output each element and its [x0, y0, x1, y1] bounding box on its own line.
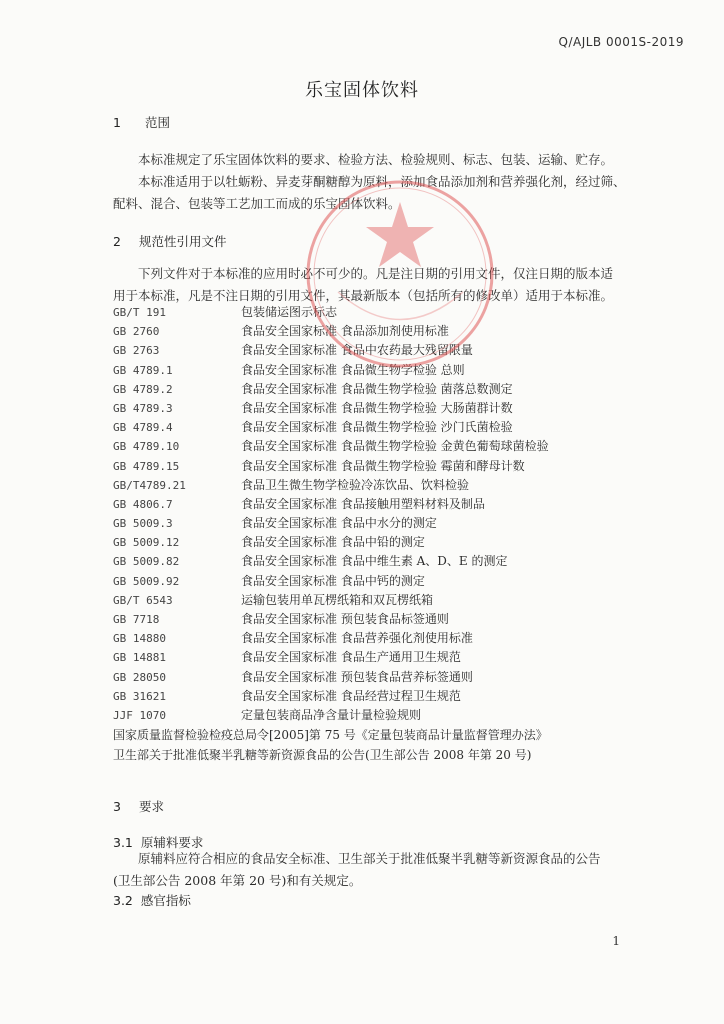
- reference-title: 食品安全国家标准 食品微生物学检验 菌落总数测定: [241, 381, 513, 396]
- reference-row: [113, 476, 633, 495]
- reference-title: 食品安全国家标准 食品添加剂使用标准: [241, 324, 449, 339]
- reference-title: 食品卫生微生物学检验冷冻饮品、饮料检验: [241, 477, 470, 492]
- reference-title: 食品安全国家标准 食品生产通用卫生规范: [241, 650, 461, 665]
- reference-extra-line: 国家质量监督检验检疫总局令[2005]第 75 号《定量包装商品计量监督管理办法》: [113, 728, 548, 743]
- reference-code: GB 5009.92: [113, 574, 180, 588]
- reference-title: 食品安全国家标准 预包装食品营养标签通则: [241, 669, 473, 684]
- reference-row: [113, 572, 633, 591]
- section-number: 3.1: [113, 835, 133, 850]
- section-title: 原辅料要求: [140, 835, 204, 850]
- reference-code: GB 14881: [113, 651, 166, 665]
- reference-title: 食品安全国家标准 食品微生物学检验 沙门氏菌检验: [241, 420, 513, 435]
- reference-code: GB 4789.1: [113, 363, 173, 377]
- reference-title: 食品安全国家标准 食品经营过程卫生规范: [241, 688, 461, 703]
- reference-title: 食品安全国家标准 食品营养强化剂使用标准: [241, 631, 473, 646]
- reference-row: [113, 437, 633, 456]
- reference-title: 运输包装用单瓦楞纸箱和双瓦楞纸箱: [241, 592, 434, 607]
- document-title: 乐宝固体饮料: [305, 80, 419, 101]
- reference-code: GB 4789.10: [113, 440, 180, 454]
- reference-title: 包装储运图示标志: [241, 305, 338, 319]
- page-number: 1: [612, 934, 620, 948]
- reference-title: 食品安全国家标准 预包装食品标签通则: [241, 612, 449, 626]
- reference-code: GB 7718: [113, 613, 160, 626]
- reference-intro-paragraph: [113, 263, 625, 307]
- raw-material-line: 原辅料应符合相应的食品安全标准、卫生部关于批准低聚半乳糖等新资源食品的公告: [138, 851, 601, 866]
- reference-title: 食品安全国家标准 食品中铅的测定: [241, 535, 425, 550]
- reference-row: [113, 687, 633, 706]
- reference-title: 定量包装商品净含量计量检验规则: [241, 707, 422, 722]
- reference-code: JJF 1070: [113, 708, 166, 722]
- reference-row: [113, 495, 633, 514]
- intro-line: 用于本标准，凡是不注日期的引用文件，其最新版本（包括所有的修改单）适用于本标准。: [113, 288, 614, 303]
- reference-code: GB 28050: [113, 670, 166, 684]
- section-number: 1: [113, 115, 121, 130]
- reference-code: GB 4806.7: [113, 497, 173, 511]
- reference-row: [113, 629, 633, 648]
- reference-row: [113, 418, 633, 437]
- reference-title: 食品安全国家标准 食品接触用塑料材料及制品: [241, 496, 485, 511]
- scope-line: 本标准规定了乐宝固体饮料的要求、检验方法、检验规则、标志、包装、运输、贮存。: [138, 152, 614, 167]
- reference-code: GB 5009.82: [113, 555, 180, 569]
- reference-code: GB 4789.15: [113, 459, 180, 473]
- reference-code: GB 5009.12: [113, 536, 180, 550]
- reference-code: GB 2760: [113, 325, 160, 339]
- reference-row: [113, 552, 633, 571]
- reference-row: [113, 399, 633, 418]
- reference-row: [113, 706, 633, 725]
- reference-code: GB 4789.2: [113, 382, 173, 396]
- reference-code: GB 4789.4: [113, 421, 173, 435]
- section-title: 感官指标: [140, 893, 191, 908]
- reference-code: GB 2763: [113, 344, 160, 358]
- section-title: 要求: [138, 799, 164, 814]
- reference-row: [113, 668, 633, 687]
- reference-title: 食品安全国家标准 食品微生物学检验 金黄色葡萄球菌检验: [241, 439, 549, 454]
- section-title: 规范性引用文件: [138, 234, 227, 249]
- reference-title: 食品安全国家标准 食品微生物学检验 大肠菌群计数: [241, 400, 513, 415]
- reference-row: [113, 303, 633, 322]
- reference-title: 食品安全国家标准 食品中维生素 A、D、E 的测定: [241, 554, 508, 569]
- raw-material-line: (卫生部公告 2008 年第 20 号)和有关规定。: [113, 873, 362, 888]
- scope-paragraph: [113, 149, 625, 215]
- reference-row: [113, 361, 633, 380]
- reference-code: GB 5009.3: [113, 517, 173, 531]
- reference-row: [113, 591, 633, 610]
- reference-code: GB 14880: [113, 632, 166, 646]
- reference-code: GB 31621: [113, 689, 166, 703]
- reference-row: [113, 380, 633, 399]
- intro-line: 下列文件对于本标准的应用时必不可少的。凡是注日期的引用文件，仅注日期的版本适: [138, 266, 614, 281]
- reference-title: 食品安全国家标准 食品中农药最大残留限量: [241, 343, 473, 358]
- reference-row: [113, 322, 633, 341]
- reference-row: [113, 648, 633, 667]
- section-1-heading: [113, 113, 170, 131]
- section-number: 3.2: [113, 893, 133, 908]
- reference-title: 食品安全国家标准 食品中水分的测定: [241, 516, 437, 531]
- section-title: 范围: [144, 115, 170, 130]
- reference-code: GB/T 191: [113, 306, 166, 319]
- scope-line: 配料、混合、包装等工艺加工而成的乐宝固体饮料。: [113, 196, 401, 211]
- reference-row: [113, 457, 633, 476]
- scope-line: 本标准适用于以牡蛎粉、异麦芽酮糖醇为原料，添加食品添加剂和营养强化剂，经过筛、: [138, 174, 626, 189]
- side-seal-mark: [708, 352, 722, 427]
- reference-code: GB/T4789.21: [113, 478, 186, 492]
- section-2-heading: [113, 232, 227, 250]
- reference-row: [113, 533, 633, 552]
- section-3-heading: [113, 797, 164, 815]
- reference-title: 食品安全国家标准 食品中钙的测定: [241, 573, 425, 588]
- reference-list: [113, 303, 633, 765]
- section-number: 2: [113, 234, 121, 249]
- section-number: 3: [113, 799, 121, 814]
- reference-code: GB/T 6543: [113, 593, 173, 607]
- reference-row: [113, 514, 633, 533]
- reference-row: [113, 610, 633, 629]
- reference-title: 食品安全国家标准 食品微生物学检验 霉菌和酵母计数: [241, 458, 525, 473]
- raw-material-paragraph: [113, 848, 625, 892]
- reference-code: GB 4789.3: [113, 401, 173, 415]
- reference-extra-line: 卫生部关于批准低聚半乳糖等新资源食品的公告(卫生部公告 2008 年第 20 号): [113, 748, 532, 763]
- reference-title: 食品安全国家标准 食品微生物学检验 总则: [241, 362, 465, 377]
- document-code: Q/AJLB 0001S-2019: [558, 35, 684, 49]
- reference-row: [113, 341, 633, 360]
- section-3-2-heading: [113, 891, 191, 909]
